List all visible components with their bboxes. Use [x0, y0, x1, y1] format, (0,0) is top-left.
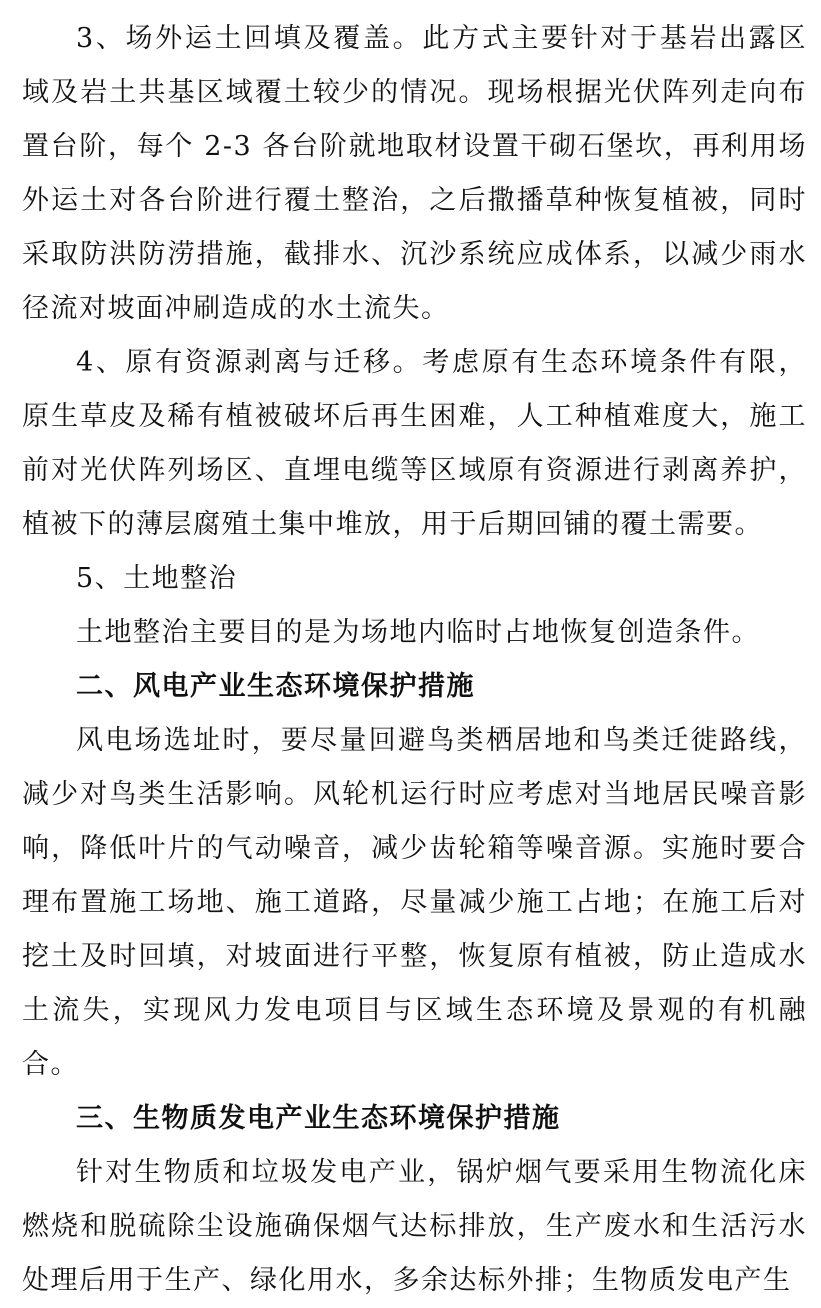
paragraph-item-5-land-remediation-title: 5、土地整治 [76, 563, 238, 594]
paragraph-item-4-resource-stripping: 4、原有资源剥离与迁移。考虑原有生态环境条件有限，原生草皮及稀有植被破坏后再生困难，人工种植难度大，施工前对光伏阵列场区、直埋电缆等区域原有资源进行剥离养护，植被下的薄层腐殖土集中堆放，用于后期回铺的覆土需要。 [22, 347, 807, 540]
paragraph-biomass-power-measures: 针对生物质和垃圾发电产业，锅炉烟气要采用生物流化床燃烧和脱硫除尘设施确保烟气达标排放，生产废水和生活污水处理后用于生产、绿化用水，多余达标外排；生物质发电产生 [22, 1157, 807, 1296]
paragraph-wind-power-measures: 风电场选址时，要尽量回避鸟类栖居地和鸟类迁徙路线，减少对鸟类生活影响。风轮机运行时应考虑对当地居民噪音影响，降低叶片的气动噪音，减少齿轮箱等噪音源。实施时要合理布置施工场地、施工道路，尽量减少施工占地；在施工后对挖土及时回填，对坡面进行平整，恢复原有植被，防止造成水土流失，实现风力发电项目与区域生态环境及景观的有机融合。 [22, 725, 807, 1080]
paragraph-item-3-backfill: 3、场外运土回填及覆盖。此方式主要针对于基岩出露区域及岩土共基区域覆土较少的情况。现场根据光伏阵列走向布置台阶，每个 2-3 各台阶就地取材设置干砌石堡坎，再利用场外运土对各台阶进行覆土整治，之后撒播草种恢复植被，同时采取防洪防涝措施，截排水、沉沙系统应成体系，以减少雨水径流对坡面冲刷造成的水土流失。 [22, 23, 807, 324]
section-heading-biomass-power: 三、生物质发电产业生态环境保护措施 [76, 1103, 561, 1134]
section-heading-wind-power: 二、风电产业生态环境保护措施 [76, 671, 475, 702]
paragraph-land-remediation-body: 土地整治主要目的是为场地内临时占地恢复创造条件。 [76, 617, 760, 648]
